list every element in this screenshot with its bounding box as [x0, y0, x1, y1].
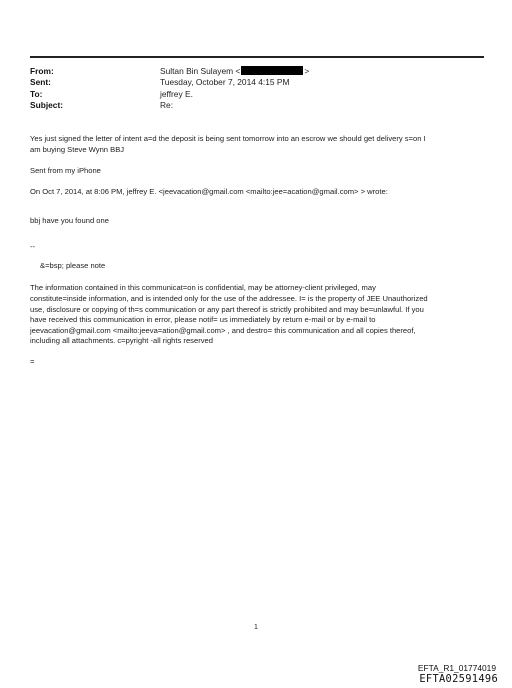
- disclaimer-line: have received this communication in error, please notif= us immediately by return e-mail or by e-mail to: [30, 315, 376, 325]
- body-line: am buying Steve Wynn BBJ: [30, 144, 125, 154]
- to-row: [30, 89, 484, 100]
- separator-line: --: [30, 242, 36, 252]
- signature-line: Sent from my iPhone: [30, 165, 101, 175]
- end-marker: =: [30, 356, 35, 366]
- disclaimer-line: use, disclosure or copying of th=s communication or any part thereof is strictly prohibited and may be=unlawful. If you: [30, 304, 424, 314]
- sent-value: Tuesday, October 7, 2014 4:15 PM: [160, 77, 290, 88]
- from-label: From:: [30, 66, 54, 76]
- email-body: [30, 134, 486, 368]
- quote-header: On Oct 7, 2014, at 8:06 PM, jeffrey E. <jeevacation@gmail.com <mailto:jee=acation@gmail.com> > wrote:: [30, 186, 388, 196]
- redaction-box: [241, 66, 303, 75]
- from-value: [160, 66, 484, 77]
- subject-value: Re:: [160, 100, 174, 111]
- subject-label: Subject:: [30, 100, 64, 111]
- to-value: jeffrey E.: [160, 88, 193, 99]
- body-line: Yes just signed the letter of intent a=d the deposit is being sent tomorrow into an escrow we should get delivery s=on I: [30, 134, 426, 143]
- from-name: Sultan Bin Sulayem <: [160, 66, 241, 76]
- from-row: [30, 66, 484, 77]
- email-header: [30, 66, 484, 112]
- header-divider: [30, 56, 484, 58]
- quoted-message: bbj have you found one: [30, 215, 109, 225]
- bates-stamp-1: EFTA_R1_01774019: [417, 663, 496, 673]
- disclaimer: [30, 283, 486, 347]
- page-number: 1: [254, 624, 258, 631]
- note-line: &=bsp; please note: [40, 260, 106, 270]
- to-label: To:: [30, 88, 43, 99]
- disclaimer-line: The information contained in this communicat=on is confidential, may be attorney-client privileged, may: [30, 283, 376, 293]
- disclaimer-line: constitute=inside information, and is intended only for the use of the addressee. I= is the property of JEE Unauthorized: [30, 293, 428, 303]
- bates-stamp-2: EFTA02591496: [419, 673, 498, 685]
- disclaimer-line: jeevacation@gmail.com <mailto:jeeva=ation@gmail.com> , and destro= this communication and all copies thereof,: [30, 325, 416, 335]
- subject-row: [30, 100, 484, 111]
- sent-row: [30, 77, 484, 88]
- sent-label: Sent:: [30, 77, 51, 88]
- disclaimer-line: including all attachments. c=pyright -all rights reserved: [30, 336, 213, 346]
- from-end: >: [304, 66, 310, 76]
